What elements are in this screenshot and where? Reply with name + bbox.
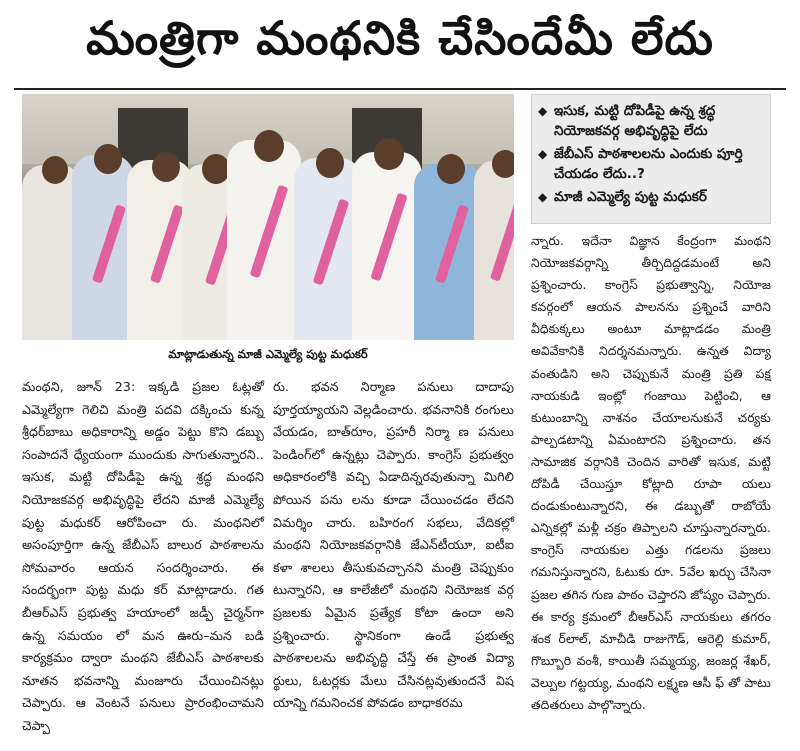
photo-caption: మాట్లాడుతున్న మాజీ ఎమ్మెల్యే పుట్ట మధుకర్ [168,347,368,361]
highlight-item: ◆ జేబీఎస్ పాఠశాలలను ఎందుకు పూర్తి చేయడం లేదు..? [538,146,743,182]
diamond-bullet-icon: ◆ [538,104,548,118]
article-column-1: మంథని, జూన్ 23: ఇక్కడి ప్రజల ఓట్లతో ఎమ్మెల్యేగా గెలిచి మంత్రి పదవి దక్కించు కున్న శ్రీధర్‌బాబు అధికారాన్ని అడ్డం పెట్టు కొని డబ్బు సంపాదనే ధ్యేయంగా ముందుకు సాగుతున్నారని.. ఇసుక, మట్టి దోపిడీపై ఉన్న శ్రద్ధ మంథని నియోజకవర్గ అభివృద్ధిపై లేదని మాజీ ఎమ్మెల్యే పుట్ట మధుకర్ ఆరోపించా రు. మంథనిలో అసంపూర్తిగా ఉన్న జేబీఎస్ బాలుర పాఠశాలను సోమవారం ఆయన సందర్శించారు. ఈ సందర్భంగా పుట్ట మధు కర్ మాట్లాడారు. గత బీఆర్‌ఎస్ ప్రభుత్వ హయాంలో జడ్పీ చైర్మన్‌గా ఉన్న సమయం లో మన ఊరు–మన బడి కార్యక్రమం ద్వారా మంథని జేబీఎస్ పాఠశాలకు నూతన భవనాన్ని మంజూరు చేయించినట్లు చెప్పారు. ఆ వెంటనే పనులు ప్రారంభించామని చెప్పా [22,379,264,733]
article-column-3: న్నారు. ఇదేనా విజ్ఞాన కేంద్రంగా మంథని నియోజకవర్గాన్ని తీర్చిదిద్దడమంటే అని ప్రశ్నించారు. కాంగ్రెస్ ప్రభుత్వాన్ని, నియోజ కవర్గంలో ఆయన పాలనను ప్రశ్నించే వారిని వీధికుక్కలు అంటూ మాట్లాడడం మంత్రి అవివేకానికి నిదర్శనమన్నారు. ఉన్నత విద్యా వంతుడిని అని చెప్పుకునే మంత్రి ప్రతి పక్ష నాయకుడి ఇంట్లో గంజాయి పెట్టించి, ఆ కుటుంబాన్ని నాశనం చేయాలనుకునే చర్యకు పాల్పడటాన్ని ఏమంటారని ప్రశ్నించారు. తన సామాజిక వర్గానికి చెందిన వారితో ఇసుక, మట్టి దోపిడీ చేయిస్తూ కోట్లాది రూపా యలు దండుకుంటున్నారని, ఈ డబ్బుతో రాబోయే ఎన్నికల్లో మళ్లీ చక్రం తిప్పాలని చూస్తున్నారన్నారు. కాంగ్రెస్ నాయకుల ఎత్తు గడలను ప్రజలు గమనిస్తున్నారని, ఓటుకు రూ. 5వేల ఖర్చు చేసినా ప్రజల తగిన గుణ పాఠం చెప్తారని జోష్యం చెప్పారు. ఈ కార్య క్రమంలో బీఆర్‌ఎస్ నాయకులు తగరం శంక ర్‌లాల్, మాచీడి రాజుగౌడ్, ఆరెల్లి కుమార్, గొబ్బూరి వంశీ, కాయితీ సమ్మయ్య, జంజర్ల శేఖర్, వెల్పుల గట్టయ్య, మంథని లక్ష్మణ ఆసీ ఫ్ తో పాటు తదితరులు పాల్గొన్నారు. [531,234,771,712]
highlights-box [531,94,771,224]
headline: మంత్రిగా మంథనికి చేసిందేమీ లేదు [86,11,714,65]
diamond-bullet-icon: ◆ [538,147,548,161]
headline-rule [14,88,786,90]
highlight-item: ◆ ఇసుక, మట్టి దోపిడీపై ఉన్న శ్రద్ధ నియోజకవర్గ అభివృద్ధిపై లేదు [538,103,716,139]
diamond-bullet-icon: ◆ [538,190,548,204]
news-photo [22,94,514,340]
article-column-2: రు. భవన నిర్మాణ పనులు దాదాపు పూర్తయ్యాయని వెల్లడించారు. భవనానికి రంగులు వేయడం, బాత్‌రూం, ప్రహరీ నిర్మా ణ పనులు పెండింగ్‌లో ఉన్నట్లు చెప్పారు. కాంగ్రెస్ ప్రభుత్వం అధికారంలోకి వచ్చి ఏడాదిన్నరవుతున్నా మిగిలి పోయిన పను లను కూడా చేయించడం లేదని విమర్శిం చారు. బహిరంగ సభలు, వేదికల్లో మంథని నియోజకవర్గానికి జేఎన్‌టీయూ, ఐటీఐ కళా శాలలు తీసుకువచ్చానని మంత్రి చెప్పుకుం టున్నారని, ఆ కాలేజీలో మంథని నియోజక వర్గ ప్రజలకు ఏమైన ప్రత్యేక కోటా ఉందా అని ప్రశ్నించారు. స్థానికంగా ఉండే ప్రభుత్వ పాఠశాలలను అభివృద్ధి చేస్తే ఈ ప్రాంత విద్యా ర్థులు, ఓటర్లకు మేలు చేసినట్లవుతుందనే విష యాన్ని గమనించక పోవడం బాధాకరమ [273,379,514,711]
highlight-item: ◆ మాజీ ఎమ్మెల్యే పుట్ట మధుకర్ [538,189,707,205]
